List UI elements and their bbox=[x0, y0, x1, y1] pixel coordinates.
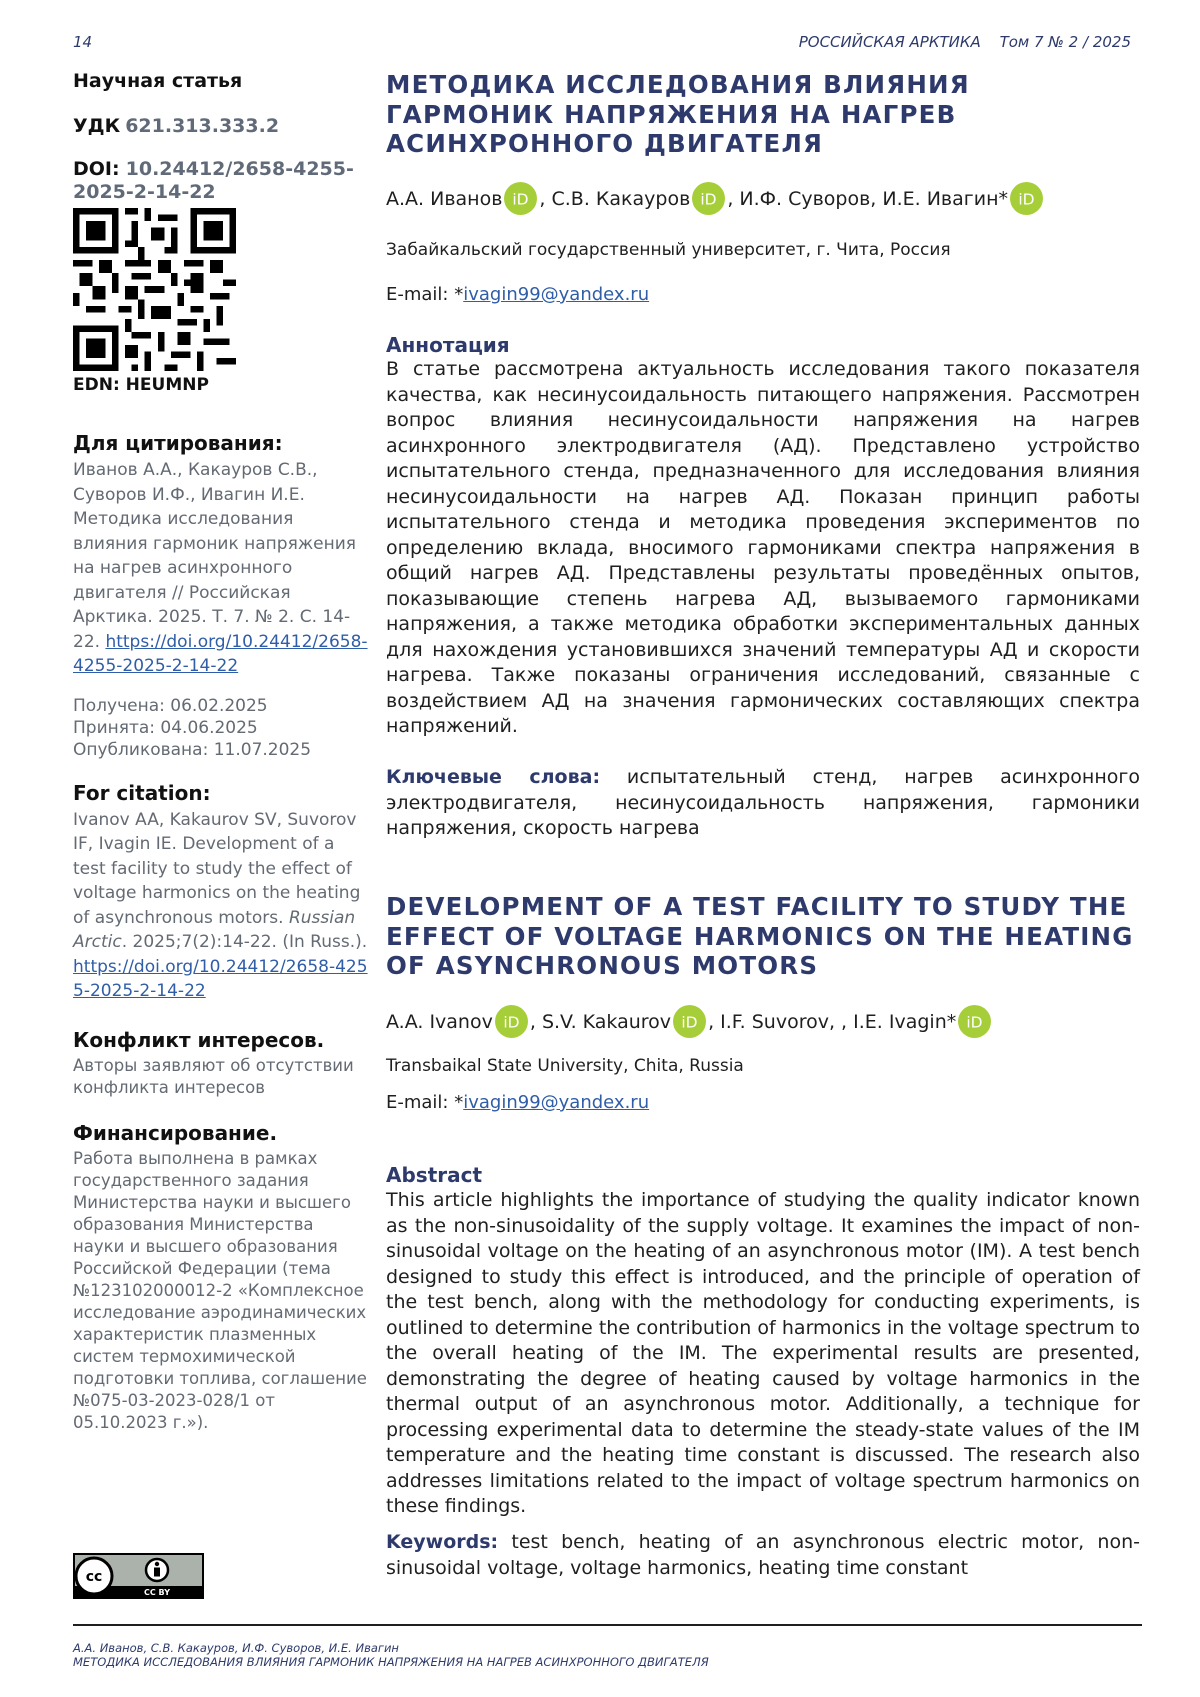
en-title: DEVELOPMENT OF A TEST FACILITY TO STUDY THE EFFECT OF VOLTAGE HARMONICS ON THE HEATING OF ASYNCHRONOUS MOTORS bbox=[386, 892, 1134, 980]
ru-keywords bbox=[386, 765, 1140, 842]
doi-block bbox=[73, 158, 369, 204]
issue-info: Том 7 № 2 / 2025 bbox=[999, 33, 1131, 51]
en-keywords bbox=[386, 1530, 1140, 1581]
sidebar bbox=[73, 70, 369, 1456]
ru-email-line bbox=[386, 284, 1140, 305]
article-type-block bbox=[73, 70, 369, 92]
citation-en-details: . 2025;7(2):14-22. (In Russ.). bbox=[121, 932, 368, 952]
ru-abstract-head: Аннотация bbox=[386, 333, 510, 357]
en-author-2: , S.V. Kakaurov bbox=[529, 1010, 672, 1033]
svg-text:iD: iD bbox=[966, 1013, 983, 1032]
svg-text:iD: iD bbox=[512, 190, 530, 209]
ru-title: МЕТОДИКА ИССЛЕДОВАНИЯ ВЛИЯНИЯ ГАРМОНИК НАПРЯЖЕНИЯ НА НАГРЕВ АСИНХРОННОГО ДВИГАТЕЛЯ bbox=[386, 70, 970, 158]
orcid-icon[interactable] bbox=[958, 1005, 991, 1038]
en-author-1: A.A. Ivanov bbox=[386, 1010, 493, 1033]
published-date: Опубликована: 11.07.2025 bbox=[73, 739, 312, 760]
citation-ru-block bbox=[73, 431, 369, 679]
citation-en-journal: Russian Arctic bbox=[73, 907, 356, 952]
license-text: CC BY bbox=[144, 1588, 170, 1597]
citation-en-block bbox=[73, 781, 369, 1004]
ru-author-2: , С.В. Какауров bbox=[539, 187, 691, 210]
page-number: 14 bbox=[73, 33, 93, 51]
ru-abstract: В статье рассмотрена актуальность исследования такого показателя качества, как несинусоидальность питающего напряжения. Рассмотрен вопрос влияния несинусоидальности напряжения на нагрев асинхронного электродвигателя (АД). Представлено устройство испытательного стенда, предназначенного для исследования влияния несинусоидальности на нагрев АД. Показан принцип работы испытательного стенда и методика проведения экспериментов по определению вклада, вносимого гармониками спектра напряжения в общий нагрев АД. Представлены результаты проведённых опытов, показывающие степень нагрева АД, вызываемого гармониками напряжения, а также методика обработки экспериментальных данных для нахождения установившихся значений температуры АД и скорости нагрева. Также показаны ограничения исследований, связанные с воздействием АД на значения гармонических составляющих спектра напряжений. bbox=[386, 358, 1140, 737]
svg-text:iD: iD bbox=[681, 1013, 698, 1032]
en-author-3: , I.F. Suvorov, , I.E. Ivagin* bbox=[708, 1010, 957, 1033]
orcid-icon[interactable] bbox=[1010, 182, 1043, 215]
ru-author-1: А.А. Иванов bbox=[386, 187, 503, 210]
accepted-date: Принята: 04.06.2025 bbox=[73, 717, 258, 738]
udk-block bbox=[73, 115, 369, 137]
ru-keywords-text: испытательный стенд, нагрев асинхронного электродвигателя, несинусоидальность напряжения, гармоники напряжения, скорость нагрева bbox=[386, 766, 1140, 839]
citation-en-link[interactable]: https://doi.org/10.24412/2658-4255-2025-2-14-22 bbox=[73, 956, 368, 1001]
footer bbox=[73, 1641, 709, 1669]
doi-label: DOI: bbox=[73, 158, 120, 180]
footer-divider bbox=[73, 1624, 1142, 1626]
ru-authors bbox=[386, 182, 1140, 215]
en-email-label: E-mail: * bbox=[386, 1092, 464, 1113]
svg-text:iD: iD bbox=[1018, 190, 1035, 209]
conflict-text: Авторы заявляют об отсутствии конфликта интересов bbox=[73, 1055, 354, 1097]
svg-text:iD: iD bbox=[700, 190, 717, 209]
received-date: Получена: 06.02.2025 bbox=[73, 695, 268, 716]
journal-name: РОССИЙСКАЯ АРКТИКА bbox=[798, 33, 981, 51]
orcid-icon[interactable] bbox=[692, 182, 725, 215]
en-keywords-text: test bench, heating of an asynchronous electric motor, non-sinusoidal voltage, voltage harmonics, heating time constant bbox=[386, 1531, 1140, 1579]
ru-affiliation: Забайкальский государственный университет, г. Чита, Россия bbox=[386, 240, 951, 260]
qr-code-icon bbox=[73, 208, 236, 371]
footer-title: МЕТОДИКА ИССЛЕДОВАНИЯ ВЛИЯНИЯ ГАРМОНИК НАПРЯЖЕНИЯ НА НАГРЕВ АСИНХРОННОГО ДВИГАТЕЛЯ bbox=[73, 1655, 709, 1669]
running-header bbox=[785, 33, 1131, 51]
en-abstract: This article highlights the importance of studying the quality indicator known as the non-sinusoidality of the supply voltage. It examines the impact of non-sinusoidal voltage on the heating of an asynchronous motor (IM). A test bench designed to study this effect is introduced, and the principle of operation of the test bench, along with the methodology for conducting experiments, is outlined to determine the contribution of harmonics in the voltage spectrum to the overall heating of the IM. The experimental results are presented, demonstrating the degree of heating caused by voltage harmonics in the thermal output of an asynchronous motor. Additionally, a technique for processing experimental data to determine the steady-state values of the IM temperature and the heating time constant is discussed. The research also addresses limitations related to the impact of voltage spectrum harmonics on these findings. bbox=[386, 1189, 1140, 1517]
en-authors bbox=[386, 1005, 1140, 1038]
en-keywords-head: Keywords: bbox=[386, 1531, 499, 1553]
funding-text: Работа выполнена в рамках государственного задания Министерства науки и высшего образования Министерства науки и высшего образования Российской Федерации (тема №123102000012-2 «Комплексное исследование аэродинамических характеристик плазменных систем термохимической подготовки топлива, соглашение №075-03-2023-028/1 от 05.10.2023 г.»). bbox=[73, 1148, 367, 1432]
ru-email-link[interactable]: ivagin99@yandex.ru bbox=[463, 284, 650, 305]
orcid-icon[interactable] bbox=[504, 182, 537, 215]
conflict-block bbox=[73, 1028, 369, 1099]
en-email-line bbox=[386, 1092, 1140, 1113]
citation-en-title: For citation: bbox=[73, 780, 211, 805]
ru-email-label: E-mail: * bbox=[386, 284, 464, 305]
doi-value: 10.24412/2658-4255-2025-2-14-22 bbox=[73, 158, 354, 203]
citation-ru-title: Для цитирования: bbox=[73, 431, 283, 455]
footer-authors: А.А. Иванов, С.В. Какауров, И.Ф. Суворов, И.Е. Ивагин bbox=[73, 1641, 399, 1655]
funding-title: Финансирование. bbox=[73, 1120, 278, 1145]
citation-ru-text bbox=[73, 458, 369, 679]
svg-text:iD: iD bbox=[503, 1013, 520, 1032]
citation-en-text bbox=[73, 808, 369, 1004]
funding-block bbox=[73, 1121, 369, 1434]
citation-ru-link[interactable]: https://doi.org/10.24412/2658-4255-2025-2-14-22 bbox=[73, 631, 368, 676]
conflict-title: Конфликт интересов. bbox=[73, 1027, 325, 1052]
ru-author-3: , И.Ф. Суворов, И.Е. Ивагин* bbox=[727, 187, 1009, 210]
dates-block bbox=[73, 695, 369, 761]
edn-text: EDN: HEUMNP bbox=[73, 375, 209, 395]
en-email-link[interactable]: ivagin99@yandex.ru bbox=[463, 1092, 650, 1113]
edn bbox=[73, 375, 369, 395]
citation-ru-body: Иванов А.А., Какауров С.В., Суворов И.Ф., Ивагин И.Е. Методика исследования влияния гармоник напряжения на нагрев асинхронного двигателя // Российская Арктика. 2025. Т. 7. № 2. С. 14-22. bbox=[73, 460, 356, 652]
orcid-icon[interactable] bbox=[495, 1005, 528, 1038]
svg-text:cc: cc bbox=[85, 1569, 103, 1585]
udk-value: 621.313.333.2 bbox=[125, 115, 280, 137]
orcid-icon[interactable] bbox=[673, 1005, 706, 1038]
article-type: Научная статья bbox=[73, 70, 243, 92]
udk-label: УДК bbox=[73, 115, 121, 137]
cc-by-icon[interactable] bbox=[73, 1553, 204, 1599]
citation-en-body: Ivanov AA, Kakaurov SV, Suvorov IF, Ivagin IE. Development of a test facility to study the effect of voltage harmonics on the heating of asynchronous motors. bbox=[73, 809, 361, 928]
en-affiliation: Transbaikal State University, Chita, Russia bbox=[386, 1056, 744, 1076]
ru-keywords-head: Ключевые слова: bbox=[386, 766, 601, 788]
en-abstract-head: Abstract bbox=[386, 1163, 483, 1187]
